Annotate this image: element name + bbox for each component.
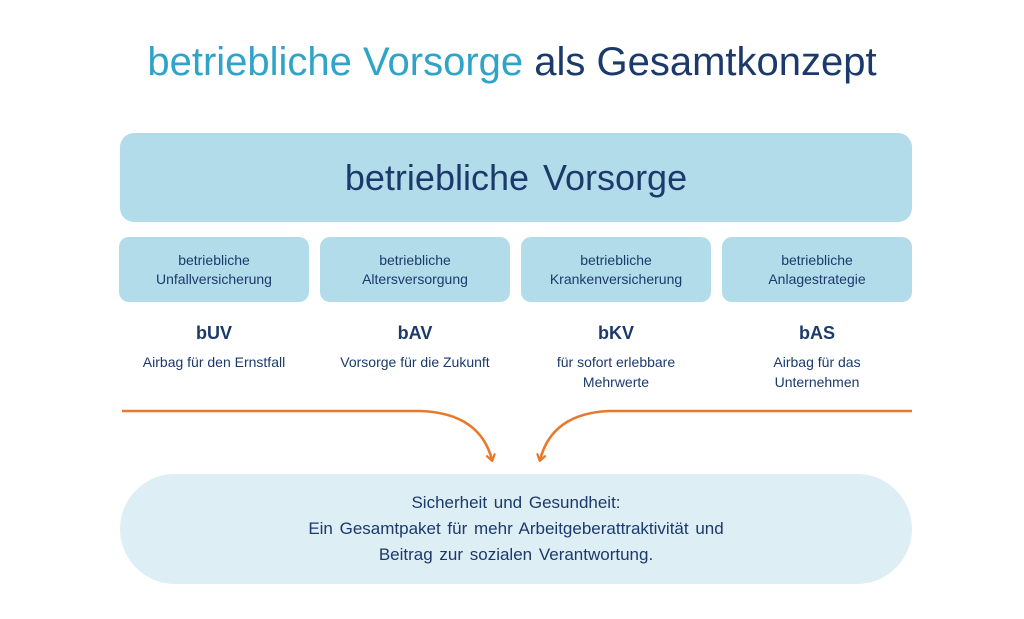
main-concept-label: betriebliche Vorsorge bbox=[344, 156, 688, 198]
pillar-bav-abbr: bAV bbox=[397, 323, 433, 343]
pillar-bkv-desc-line2: Mehrwerte bbox=[582, 374, 650, 390]
pillar-bav-line1: betriebliche bbox=[379, 251, 451, 268]
pillar-bkv-box bbox=[521, 237, 711, 302]
pillar-buv-desc bbox=[114, 352, 314, 372]
pillar-bav-desc bbox=[315, 352, 515, 372]
pillar-buv-box bbox=[119, 237, 309, 302]
pillar-bas-line1: betriebliche bbox=[781, 251, 853, 268]
pillar-bkv-line2: Krankenversicherung bbox=[549, 270, 683, 287]
pillar-bkv-abbr: bKV bbox=[598, 323, 634, 343]
pillar-bav-line2: Altersversorgung bbox=[362, 270, 468, 287]
pillar-bkv-desc bbox=[516, 352, 716, 392]
pillar-bkv-desc-line1: für sofort erlebbare bbox=[556, 354, 676, 370]
pillar-bas-box bbox=[722, 237, 912, 302]
pillar-buv-abbr: bUV bbox=[196, 323, 232, 343]
pillar-bas-abbr: bAS bbox=[799, 323, 835, 343]
pillar-bkv-line1: betriebliche bbox=[580, 251, 652, 268]
result-box bbox=[120, 474, 912, 584]
main-concept-box bbox=[120, 133, 912, 222]
title-rest: als Gesamtkonzept bbox=[534, 40, 877, 84]
pillar-buv-line1: betriebliche bbox=[178, 251, 250, 268]
title-highlight: betriebliche Vorsorge bbox=[147, 40, 524, 84]
pillar-bas-desc-line2: Unternehmen bbox=[774, 374, 860, 390]
pillar-bas-line2: Anlagestrategie bbox=[768, 270, 866, 287]
result-line3: Beitrag zur sozialen Verantwortung. bbox=[378, 545, 654, 564]
pillar-bav-desc-line1: Vorsorge für die Zukunft bbox=[340, 354, 490, 370]
pillar-bav-box bbox=[320, 237, 510, 302]
pillar-buv-line2: Unfallversicherung bbox=[156, 270, 272, 287]
pillar-buv-desc-line1: Airbag für den Ernstfall bbox=[142, 354, 286, 370]
page-title bbox=[0, 38, 1024, 86]
right-arrow bbox=[540, 411, 912, 460]
pillar-bas-desc bbox=[717, 352, 917, 392]
left-arrow bbox=[122, 411, 492, 460]
pillar-bas-desc-line1: Airbag für das bbox=[773, 354, 861, 370]
result-line1: Sicherheit und Gesundheit: bbox=[411, 493, 621, 512]
result-line2: Ein Gesamtpaket für mehr Arbeitgeberattraktivität und bbox=[308, 519, 724, 538]
